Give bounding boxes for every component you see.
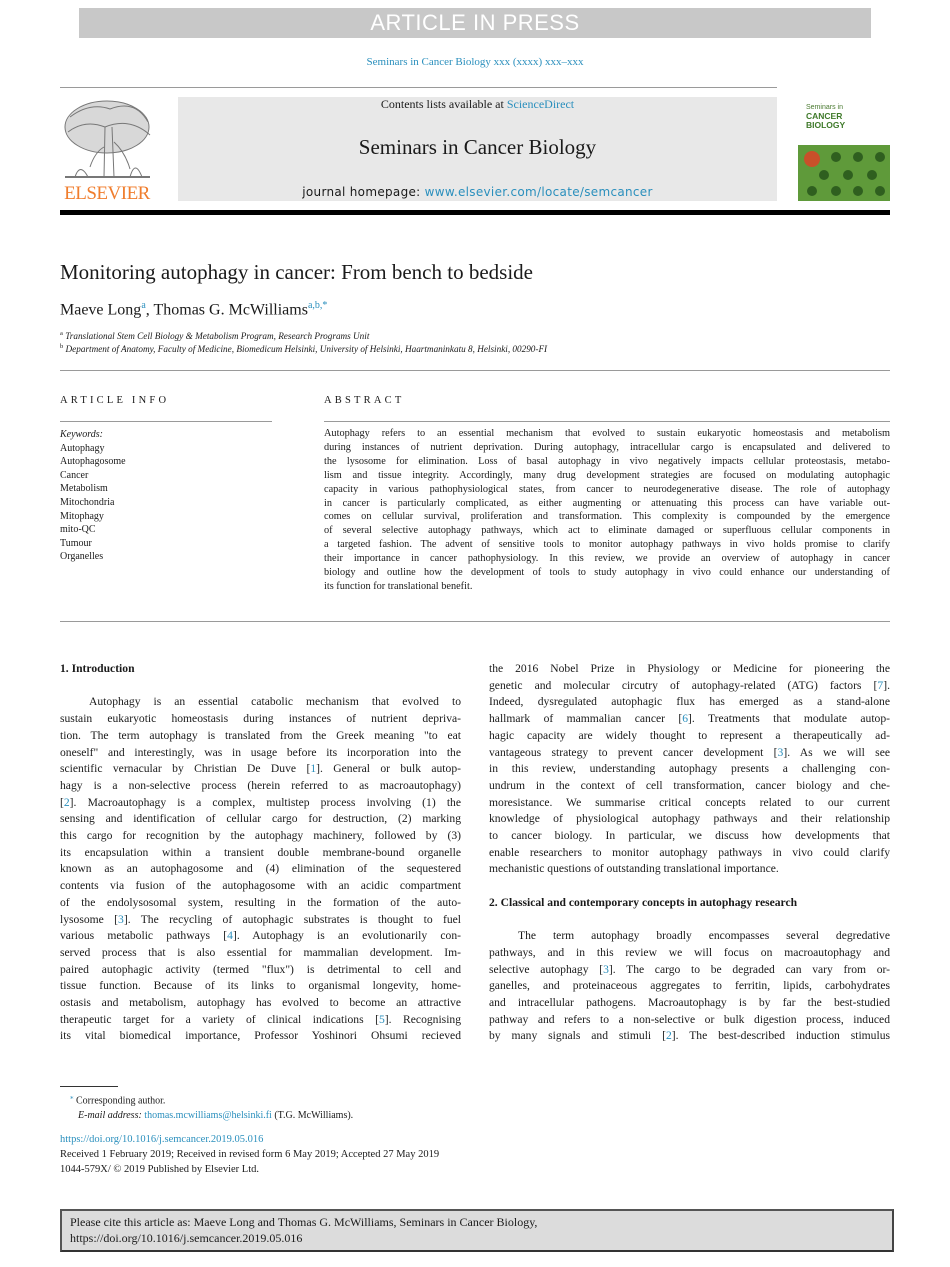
cover-line1: Seminars in	[806, 104, 843, 111]
elsevier-tree-icon	[60, 97, 154, 181]
homepage-line	[178, 185, 777, 199]
abstract-line: the lysosome for elimination. Loss of basal autophagy in vivo negatively impacts cellular proteostasis, metabo-	[324, 455, 890, 467]
citation-link[interactable]: 2	[63, 795, 70, 809]
abstract-line: lism and tissue integrity. Accordingly, many drug development strategies are focused on modulating autophagic	[324, 469, 890, 481]
citation-link[interactable]: 3	[118, 912, 124, 926]
body-text-line: pathways, and in this review we will focus on macroautophagy and	[489, 945, 890, 959]
keyword-item: Autophagy	[60, 442, 105, 454]
body-text-line: sustain eukaryotic homeostasis during instances of nutrient depriva-	[60, 712, 461, 726]
elsevier-logo	[60, 97, 154, 205]
affiliation-mark: a	[60, 330, 63, 337]
body-text-line: hagic capacity are widely thought to represent a therapeutically ad-	[489, 728, 890, 742]
body-text-line: undrum in the context of cell transformation, cancer biology and che-	[489, 778, 890, 792]
body-text-line: scientific vernacular by Christian De Duve [1]. General or bulk autop-	[60, 762, 461, 776]
homepage-link[interactable]: www.elsevier.com/locate/semcancer	[424, 185, 653, 199]
affiliation-text: Department of Anatomy, Faculty of Medicine, Biomedicum Helsinki, University of Helsinki, Haartmaninkatu 8, Helsinki, 00290-FI	[65, 344, 548, 355]
body-text-line: pathway and refers to a non-selective or bulk digestion process, induced	[489, 1012, 890, 1026]
citation-link[interactable]: 2	[665, 1029, 672, 1043]
body-text-line: Autophagy is an essential catabolic mechanism that evolved to	[89, 695, 461, 709]
doi-link[interactable]: https://doi.org/10.1016/j.semcancer.2019.05.016	[60, 1134, 264, 1145]
header-thick-rule	[60, 210, 890, 215]
body-text-line: genetic and molecular circutry of autophagy-related (ATG) factors [7].	[489, 678, 890, 692]
author-name: Thomas G. McWilliams	[153, 301, 308, 319]
keyword-item: Organelles	[60, 551, 104, 563]
body-text-line: to cancer biology. In particular, we discuss how developments that	[489, 829, 890, 843]
body-text-line: in this review, understanding autophagy presents a challenging con-	[489, 762, 890, 776]
header-rule	[60, 87, 777, 88]
body-text-line: The term autophagy broadly encompasses several degredative	[518, 929, 890, 943]
article-in-press-banner: ARTICLE IN PRESS	[79, 8, 871, 38]
body-column-right	[489, 661, 890, 1045]
footnote-rule	[60, 1086, 118, 1087]
body-text-line: tissue function. Because of its links to organismal longevity, home-	[60, 979, 461, 993]
abstract-line: their importance in cancer pathophysiology. In this review, we provide an overview of autophagy in cancer	[324, 553, 890, 565]
body-text-line: of the endolysosomal system, resulting in the formation of the auto-	[60, 895, 461, 909]
abstract-line: a targeted fashion. The advent of sensitive tools to monitor autophagy pathways in vivo holds promise to clarify	[324, 539, 890, 551]
affiliation-a	[60, 330, 369, 341]
cover-title	[806, 112, 845, 130]
body-column-left	[60, 661, 461, 1045]
abstract-line: its function for translational benefit.	[324, 580, 473, 592]
article-title: Monitoring autophagy in cancer: From bench to bedside	[60, 260, 533, 284]
body-text-line: enable researchers to monitor autophagy pathways in vivo could clarify	[489, 845, 890, 859]
body-text-line: knowledge of physiological autophagy pathways and their relationship	[489, 812, 890, 826]
contents-line	[178, 97, 777, 112]
body-text-line: moresistance. We summarise critical concepts related to our current	[489, 795, 890, 809]
body-text-line: and intracellular pathogens. Macroautophagy is by far the best-studied	[489, 996, 890, 1010]
author-affiliation-mark[interactable]: a	[141, 300, 146, 311]
body-text-line: mechanistic questions of outstanding translational importance.	[489, 862, 779, 876]
abstract-line: in cancer is particularly complicated, as either augmenting or attenuating this process can have variable out-	[324, 497, 890, 509]
abstract-line: Autophagy refers to an essential mechanism that evolved to sustain eukaryotic homeostasis and metabolism	[324, 428, 890, 439]
journal-reference-link[interactable]: Seminars in Cancer Biology xxx (xxxx) xxx–xxx	[366, 56, 584, 68]
citation-link[interactable]: 4	[227, 929, 233, 943]
body-text-line: sensing and identification of cellular cargo for destruction, (2) marking	[60, 812, 461, 826]
keywords-label: Keywords:	[60, 429, 103, 440]
cite-line-1: Please cite this article as: Maeve Long and Thomas G. McWilliams, Seminars in Cancer Biology,	[70, 1215, 538, 1229]
body-text-line: this cargo for recognition by the autophagy machinery, followed by (3)	[60, 829, 461, 843]
elsevier-wordmark: ELSEVIER	[64, 183, 150, 204]
journal-masthead	[178, 97, 777, 201]
journal-cover-image[interactable]	[798, 87, 890, 201]
body-text-line: oneself" and interestingly, was in usage before its incorporation into the	[60, 745, 461, 759]
keyword-item: Metabolism	[60, 483, 108, 495]
affiliation-mark: b	[60, 343, 64, 350]
homepage-prefix: journal homepage:	[302, 185, 425, 199]
body-text-line: known as an autophagosome and (4) elimination of the sequestered	[60, 862, 461, 876]
body-text-line: its encapsulation within a transient double membrane-bound organelle	[60, 845, 461, 859]
journal-name: Seminars in Cancer Biology	[358, 135, 597, 159]
body-text-line: [2]. Macroautophagy is a complex, multistep process involving (1) the	[60, 795, 461, 809]
section-heading: 2. Classical and contemporary concepts in autophagy research	[489, 895, 798, 909]
body-text-line: Indeed, dysregulated autophagic flux has emerged as a stand-alone	[489, 695, 890, 709]
abstract-line: during instances of nutrient deprivation. During autophagy, intracellular cargo is encapsulated and delivered to	[324, 441, 890, 453]
body-text-line: lysosome [3]. The recycling of autophagic substrates is thought to fuel	[60, 912, 461, 926]
email-note	[60, 1108, 353, 1123]
received-dates: Received 1 February 2019; Received in revised form 6 May 2019; Accepted 27 May 2019	[60, 1149, 440, 1160]
abstract-line: biology and outline how the development of tools to study autophagy in vivo could enhance our understanding of	[324, 567, 890, 579]
body-text-line: hallmark of mammalian cancer [6]. Treatments that modulate autop-	[489, 712, 890, 726]
affiliation-b	[60, 343, 547, 354]
body-text-line: by many signals and stimuli [2]. The best-described induction stimulus	[489, 1029, 891, 1043]
body-text-line: therapeutic target for a variety of clinical indications [5]. Recognising	[60, 1012, 462, 1026]
keyword-item: Mitophagy	[60, 510, 104, 522]
author-list: Maeve Long$^a$, Thomas G. McWilliams$^{a,b,*}$	[60, 300, 328, 319]
body-text-line: ostasis and metabolism, autophagy has evolved to become an attractive	[60, 996, 461, 1010]
cover-line2: CANCER	[806, 111, 843, 121]
corresponding-text: Corresponding author.	[76, 1095, 166, 1107]
cite-this-article-box	[60, 1209, 894, 1252]
cite-line-2[interactable]: https://doi.org/10.1016/j.semcancer.2019.05.016	[70, 1231, 303, 1245]
divider	[60, 621, 890, 622]
body-text-line: vantageous strategy to prevent cancer development [3]. As we will see	[489, 745, 890, 759]
citation-link[interactable]: 1	[310, 762, 317, 776]
corresponding-mark: ⁎	[70, 1093, 74, 1101]
email-link[interactable]: thomas.mcwilliams@helsinki.fi	[144, 1110, 272, 1122]
abstract-heading: ABSTRACT	[324, 395, 405, 406]
body-text-line: tion. The term autophagy is translated from the Greek meaning "to eat	[60, 728, 461, 742]
abstract-line: capacity in various pathophysiological states, from cancer to neurodegenerative disease. The role of autophagy	[324, 483, 890, 495]
email-label: E-mail address:	[78, 1110, 145, 1122]
body-text-line: paired autophagic activity (termed "flux") is detrimental to cell and	[60, 962, 461, 976]
email-suffix: (T.G. McWilliams).	[271, 1110, 354, 1122]
body-text-line: the 2016 Nobel Prize in Physiology or Medicine for pioneering the	[489, 662, 890, 675]
citation-link[interactable]: 6	[682, 712, 689, 726]
divider	[324, 421, 890, 422]
keyword-item: Tumour	[60, 537, 92, 549]
issn-copyright: 1044-579X/ © 2019 Published by Elsevier Ltd.	[60, 1164, 260, 1175]
citation-link[interactable]: 3	[777, 745, 784, 759]
cover-line3: BIOLOGY	[806, 120, 846, 130]
section-heading: 1. Introduction	[60, 662, 135, 675]
body-text-line: selective autophagy [3]. The cargo to be degraded can vary from or-	[489, 962, 890, 976]
author-affiliation-mark[interactable]: a,b,*	[307, 300, 328, 311]
affiliation-text: Translational Stem Cell Biology & Metabolism Program, Research Programs Unit	[65, 331, 370, 342]
divider	[60, 370, 890, 371]
keyword-item: Mitochondria	[60, 496, 115, 508]
footnotes	[60, 1090, 353, 1123]
keywords-list	[60, 428, 126, 564]
citation-link[interactable]: 5	[378, 1012, 385, 1026]
body-text-line: served process that is also essential for mammalian development. Im-	[60, 945, 461, 959]
body-text-line: ganelles, and proteinaceous aggregates to ferritin, lipids, carbohydrates	[489, 979, 890, 993]
cover-cells-graphic	[798, 145, 890, 201]
keyword-item: Autophagosome	[60, 456, 126, 468]
keyword-item: mito-QC	[60, 524, 96, 536]
body-text-line: hagy is a non-selective process (herein referred to as macroautophagy)	[60, 778, 461, 792]
abstract-line: comes on cellular survival, proliferation and transformation. This complexity is compounded by the emergence	[324, 511, 890, 523]
keyword-item: Cancer	[60, 469, 89, 481]
contents-prefix: Contents lists available at	[380, 97, 507, 111]
body-text-line: its vital biomedical importance, Professor Yoshinori Ohsumi recieved	[60, 1029, 461, 1043]
article-info-heading: ARTICLE INFO	[60, 395, 170, 406]
citation-link[interactable]: 3	[603, 962, 609, 976]
abstract-text	[324, 427, 890, 594]
author-name: Maeve Long	[60, 301, 142, 319]
body-text-line: contents via fusion of the autophagosome with an acidic compartment	[60, 879, 461, 893]
publication-info	[60, 1132, 439, 1177]
body-text-line: various metabolic pathways [4]. Autophagy is an evolutionarily con-	[60, 929, 461, 943]
citation-link[interactable]: 7	[877, 678, 884, 692]
sciencedirect-link[interactable]: ScienceDirect	[506, 97, 575, 111]
abstract-line: of several selective autophagy pathways, which act to eliminate damaged or superfluous cellular components in	[324, 525, 890, 537]
corresponding-author-note	[60, 1090, 353, 1108]
divider	[60, 421, 272, 422]
